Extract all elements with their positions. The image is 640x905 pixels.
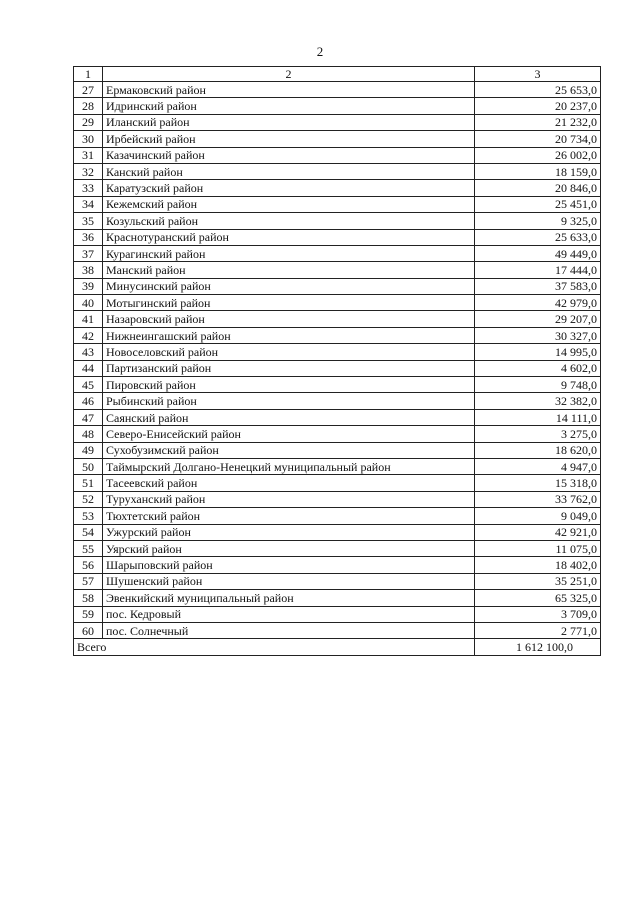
- amount: 65 325,0: [475, 590, 601, 606]
- district-name: Манский район: [103, 262, 475, 278]
- table-row: [74, 377, 601, 393]
- row-number: 33: [74, 180, 103, 196]
- row-number: 50: [74, 458, 103, 474]
- table-row: [74, 573, 601, 589]
- table-row: [74, 508, 601, 524]
- district-name: Минусинский район: [103, 278, 475, 294]
- table-row: [74, 163, 601, 179]
- table-row: [74, 344, 601, 360]
- row-number: 30: [74, 131, 103, 147]
- table-row: [74, 606, 601, 622]
- table-row: [74, 196, 601, 212]
- district-name: Новоселовский район: [103, 344, 475, 360]
- amount: 3 709,0: [475, 606, 601, 622]
- header-col-1: 1: [74, 67, 103, 82]
- row-number: 46: [74, 393, 103, 409]
- table-row: [74, 393, 601, 409]
- row-number: 31: [74, 147, 103, 163]
- district-name: Туруханский район: [103, 491, 475, 507]
- district-name: Назаровский район: [103, 311, 475, 327]
- row-number: 34: [74, 196, 103, 212]
- table-row: [74, 458, 601, 474]
- amount: 26 002,0: [475, 147, 601, 163]
- row-number: 43: [74, 344, 103, 360]
- district-name: пос. Кедровый: [103, 606, 475, 622]
- amount: 20 734,0: [475, 131, 601, 147]
- row-number: 35: [74, 213, 103, 229]
- row-number: 59: [74, 606, 103, 622]
- row-number: 36: [74, 229, 103, 245]
- row-number: 56: [74, 557, 103, 573]
- table-row: [74, 213, 601, 229]
- amount: 14 111,0: [475, 409, 601, 425]
- row-number: 38: [74, 262, 103, 278]
- row-number: 32: [74, 163, 103, 179]
- district-name: Таймырский Долгано-Ненецкий муниципальный район: [103, 458, 475, 474]
- amount: 11 075,0: [475, 540, 601, 556]
- row-number: 27: [74, 82, 103, 98]
- district-name: Курагинский район: [103, 245, 475, 261]
- table-row: [74, 475, 601, 491]
- amount: 4 947,0: [475, 458, 601, 474]
- amount: 42 979,0: [475, 295, 601, 311]
- row-number: 60: [74, 622, 103, 638]
- amount: 9 049,0: [475, 508, 601, 524]
- row-number: 40: [74, 295, 103, 311]
- table-row: [74, 590, 601, 606]
- district-name: Идринский район: [103, 98, 475, 114]
- header-col-3: 3: [475, 67, 601, 82]
- amount: 33 762,0: [475, 491, 601, 507]
- district-name: Нижнеингашский район: [103, 327, 475, 343]
- row-number: 28: [74, 98, 103, 114]
- table-row: [74, 114, 601, 130]
- district-name: Канский район: [103, 163, 475, 179]
- amount: 14 995,0: [475, 344, 601, 360]
- district-name: Уярский район: [103, 540, 475, 556]
- row-number: 41: [74, 311, 103, 327]
- table-body: [74, 67, 601, 656]
- district-name: Каратузский район: [103, 180, 475, 196]
- table-row: [74, 295, 601, 311]
- amount: 29 207,0: [475, 311, 601, 327]
- row-number: 58: [74, 590, 103, 606]
- table-row: [74, 180, 601, 196]
- row-number: 55: [74, 540, 103, 556]
- amount: 17 444,0: [475, 262, 601, 278]
- row-number: 47: [74, 409, 103, 425]
- table-row: [74, 409, 601, 425]
- row-number: 54: [74, 524, 103, 540]
- table-row: [74, 311, 601, 327]
- amount: 9 325,0: [475, 213, 601, 229]
- district-name: Тасеевский район: [103, 475, 475, 491]
- amount: 18 620,0: [475, 442, 601, 458]
- row-number: 49: [74, 442, 103, 458]
- district-name: Ужурский район: [103, 524, 475, 540]
- row-number: 39: [74, 278, 103, 294]
- amount: 20 846,0: [475, 180, 601, 196]
- district-name: Шарыповский район: [103, 557, 475, 573]
- table-row: [74, 622, 601, 638]
- district-name: Тюхтетский район: [103, 508, 475, 524]
- table-row: [74, 278, 601, 294]
- table-row: [74, 491, 601, 507]
- amount: 25 653,0: [475, 82, 601, 98]
- table-row: [74, 442, 601, 458]
- table-row: [74, 426, 601, 442]
- table-row: [74, 147, 601, 163]
- district-name: Партизанский район: [103, 360, 475, 376]
- table-row: [74, 262, 601, 278]
- amount: 21 232,0: [475, 114, 601, 130]
- district-name: Шушенский район: [103, 573, 475, 589]
- table-row: [74, 229, 601, 245]
- total-label: Всего: [74, 639, 475, 655]
- amount: 4 602,0: [475, 360, 601, 376]
- amount: 2 771,0: [475, 622, 601, 638]
- table-row: [74, 360, 601, 376]
- amount: 3 275,0: [475, 426, 601, 442]
- row-number: 57: [74, 573, 103, 589]
- amount: 25 451,0: [475, 196, 601, 212]
- total-row: [74, 639, 601, 655]
- amount: 15 318,0: [475, 475, 601, 491]
- row-number: 42: [74, 327, 103, 343]
- table-row: [74, 557, 601, 573]
- district-name: Северо-Енисейский район: [103, 426, 475, 442]
- amount: 32 382,0: [475, 393, 601, 409]
- table-row: [74, 327, 601, 343]
- row-number: 53: [74, 508, 103, 524]
- table-header-row: [74, 67, 601, 82]
- district-name: Козульский район: [103, 213, 475, 229]
- amount: 20 237,0: [475, 98, 601, 114]
- page-number: 2: [316, 44, 324, 59]
- table-row: [74, 245, 601, 261]
- table-row: [74, 82, 601, 98]
- district-name: Кежемский район: [103, 196, 475, 212]
- district-name: Пировский район: [103, 377, 475, 393]
- header-col-2: 2: [103, 67, 475, 82]
- row-number: 29: [74, 114, 103, 130]
- row-number: 44: [74, 360, 103, 376]
- amount: 18 159,0: [475, 163, 601, 179]
- amount: 25 633,0: [475, 229, 601, 245]
- amount: 30 327,0: [475, 327, 601, 343]
- amount: 49 449,0: [475, 245, 601, 261]
- allocation-table: [73, 66, 601, 656]
- amount: 42 921,0: [475, 524, 601, 540]
- row-number: 51: [74, 475, 103, 491]
- district-name: Саянский район: [103, 409, 475, 425]
- row-number: 48: [74, 426, 103, 442]
- table-row: [74, 131, 601, 147]
- row-number: 52: [74, 491, 103, 507]
- total-value: 1 612 100,0: [475, 639, 601, 655]
- amount: 35 251,0: [475, 573, 601, 589]
- table-row: [74, 98, 601, 114]
- district-name: Ирбейский район: [103, 131, 475, 147]
- table-row: [74, 540, 601, 556]
- district-name: Мотыгинский район: [103, 295, 475, 311]
- amount: 9 748,0: [475, 377, 601, 393]
- row-number: 45: [74, 377, 103, 393]
- district-name: Иланский район: [103, 114, 475, 130]
- district-name: Ермаковский район: [103, 82, 475, 98]
- district-name: Казачинский район: [103, 147, 475, 163]
- district-name: Эвенкийский муниципальный район: [103, 590, 475, 606]
- district-name: Рыбинский район: [103, 393, 475, 409]
- district-name: Краснотуранский район: [103, 229, 475, 245]
- amount: 37 583,0: [475, 278, 601, 294]
- district-name: Сухобузимский район: [103, 442, 475, 458]
- table-row: [74, 524, 601, 540]
- row-number: 37: [74, 245, 103, 261]
- district-name: пос. Солнечный: [103, 622, 475, 638]
- amount: 18 402,0: [475, 557, 601, 573]
